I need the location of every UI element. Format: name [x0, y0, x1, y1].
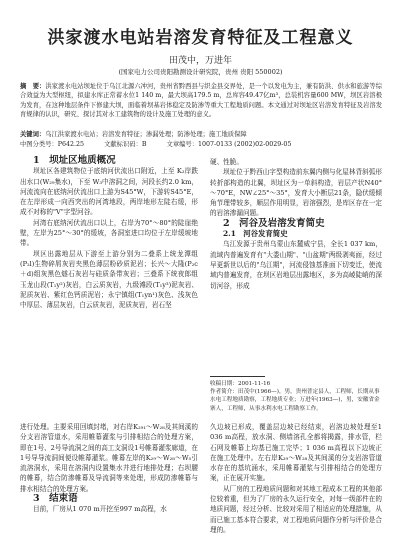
article-number: 文章编号：1007-0133 (2002)02-0029-05 — [166, 141, 292, 148]
right-column-upper — [210, 157, 382, 291]
right-paragraph-0: 硬、性脆。 — [210, 158, 243, 166]
paper-title: 洪家渡水电站岩溶发育特征及工程意义 — [47, 28, 354, 48]
keywords — [20, 129, 382, 138]
abstract-text: 洪家渡水电站坝址位于乌江北源六冲河，贵州省黔西县与织金县交界处，是一个以发电为主，兼有防洪、供水和旅游等综合效益为大型枢纽，拟建水库正常蓄水位1 140 m，最大坝高179.5 m，总库容49.47亿m³，总装机容量600 MW，坝区岩溶极为发育，在这种地层条件下修建大坝，面临着坝基岩体稳定及防渗等重大工程地质问题。本文通过对坝址区岩溶发育特征及岩溶发育规律的认识，研究、探讨其对水工建筑物的设计及施工处理的意义。 — [20, 83, 383, 118]
footnote-received: 收稿日期：2001-11-16 — [210, 381, 271, 387]
bottom-left-paragraph-1: 进行处理。主要采用回填封堵，对右岸K₂₉₁～W₂₈及其间溪的分支岩溶管道水，采用帷幕灌浆与引排相结合的处理方案，即在1号、2号导流洞之间的高工支洞设1号帷幕灌浆廊道，在1号导导流洞间便设帷幕灌浆。帷幕左岸的K₂₉～W₂₈～W₅引流溶洞水，采用在溶洞内设置集水井进行地排处理；右坝腰的帷幕，结合防渗帷幕及导流洞等来处理，形成防渗帷幕与排水相结合的处理方案。 — [20, 423, 198, 493]
section-2-1-heading: 2.1 河谷发育简史 — [223, 229, 288, 239]
right-paragraph-2: 乌江发源于贵州乌蒙山东麓威宁县，全长1 037 km，流域内普遍发育有"大娄山期"、"山盆期"两级剥夷面，经过早更新世以后的"乌江期"，河流侵蚀基准面下切变迁，使流域内普遍发育，在坝区岩地层出露地区，多为高崚陡峭的深切河谷，形成 — [210, 240, 382, 290]
classification-line — [20, 139, 382, 148]
footnote-rule — [210, 376, 265, 377]
class-number: 中图分类号：P642.25 — [20, 141, 85, 148]
section-3-heading: 3 结束语 — [33, 493, 78, 505]
footnote — [210, 380, 380, 413]
bottom-right-paragraph-1: 久边坡已形成，覆盖层边坡已经结束，岩溶边坡处理至1 036 m高程，放水洞、侧墙溶孔全都将揭露，排水管，栏石网及帷幕上均基已施工完毕；1 036 m高程以下边坡正在施工处理中。左右岸K₂₉～W₂₈及其间溪的分支岩溶管道水存在的基坑涌水，采用帷幕灌浆与引排相结合的处理方案，正在展开实施。 — [210, 423, 382, 483]
right-paragraph-1: 坝址位于黔西山字型构造前东翼内侧与化屋林背斜弧形转折部构造的北翼，坝址区为一单斜构造，岩层产状N40°～70°E，NW∠25°～35°，发育大小断层21条，隐伏缓倾角节理带较多，顺层作用明显，岩溶强烈，是库区存在一定的岩溶渗漏问题。 — [210, 168, 382, 218]
abstract — [20, 82, 382, 119]
bottom-right-paragraph-2: 从厂房的工程地质问题和对其地工程成本工程的其他部位较着重，但为了厂房的永久运行安全，对每一级部件在的地质问题，经过分析、比较对采用了相适应的处理措施，从而已施工基本符合要求，对工程地质问题作分析与评价是合理的。 — [210, 484, 382, 534]
left-paragraph-3: 坝区出露地层从下游至上游分别为二叠系上统龙潭组(P₂l)生物碎屑灰岩夹黑色薄层粉砂质泥岩；长兴～大隆(P₂c＋d)组灰黑色燧石灰岩与硅质条带灰岩；三叠系下统夜郎组玉龙山段(T₁y²)灰岩，白云质灰岩，九级滩段(T₁y³)泥灰岩、泥质灰岩、紫红色钙质泥岩；永宁镇组(T₁yn¹)灰色、浅灰色中厚层、薄层灰岩，白云质灰岩，泥质灰岩，岩石坚 — [20, 249, 198, 310]
paper-authors: 田茂中，万进年 — [168, 56, 232, 66]
bottom-left-paragraph-2: 目前，厂房从1 070 m开挖至997 m高程，水 — [33, 505, 167, 514]
paper-affiliation: (国家电力公司贵阳勘测设计研究院，贵州 贵阳 550002) — [118, 68, 283, 76]
keywords-label: 关键词： — [20, 131, 46, 138]
right-column-lower — [210, 422, 382, 535]
left-paragraph-2: 河湾右底纳河伏流出口以上，右岸为70°～80°的陡崖绝壁，左岸为25°～30°的缓坡，各洞室进口均位于左岸缓坡地带。 — [20, 218, 198, 248]
keywords-text: 乌江洪家渡水电站；岩溶发育特征；渗漏处理；防渗处理；施工地质保障 — [45, 131, 247, 138]
abstract-label: 摘 要： — [20, 83, 46, 90]
section-2-heading: 2 河谷及岩溶发育简史 — [223, 217, 325, 229]
left-paragraph-1: 坝址区各建筑物位于底纳河伏流出口附近，上至 K₂岸跌出水口(W₂₉集水)，下至 W₃中溶洞之间，河段长约2.0 km，河流流向在底纳河伏流出口上游为S45°W，下游转S45°E，在左岸形成一向西突出的河湾地段，两岸地形左陡右缓，形成不对称的"V"字型河谷。 — [20, 167, 198, 217]
footnote-author-bio: 作者简介：田茂中(1966—)，男，贵州普定县人，工程师，长期从事水电工程地质勘察，工程地质专业；万进年(1963—)，男，安徽省金寨人，工程师，从事水利水电工程勘察工作。 — [210, 389, 380, 412]
section-1-heading: 1 坝址区地质概况 — [33, 155, 116, 166]
left-column-lower — [20, 422, 198, 515]
left-column-upper — [20, 156, 198, 310]
doc-code: 文献标识码：B — [104, 141, 147, 148]
